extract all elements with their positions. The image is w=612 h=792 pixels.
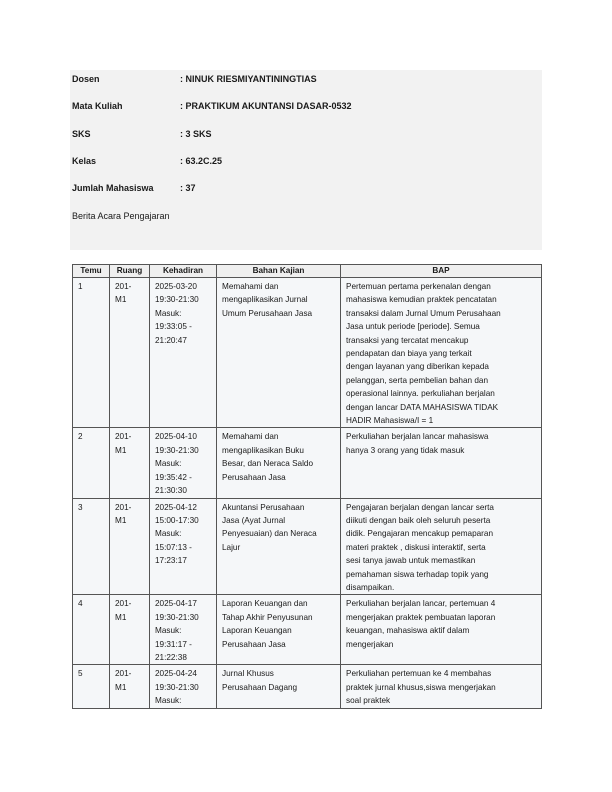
cell-bap-line: mengerjakan [346,639,394,649]
cell-kehadiran-line: 2025-04-12 [155,502,197,512]
cell-kehadiran [150,665,217,708]
cell-bap-line: didik. Pengajaran mencakup pemaparan [346,529,494,539]
cell-bahan-kajian-line: mengaplikasikan Jurnal [222,295,308,305]
header-bap: BAP [341,265,542,278]
cell-kehadiran-line: 19:30-21:30 [155,612,199,622]
cell-bap-line: pendapatan dan biaya yang terkait [346,349,472,359]
cell-bahan-kajian [217,665,341,708]
cell-bap [341,665,542,708]
cell-bap-line: pelanggan, serta pembelian bahan dan [346,375,489,385]
cell-temu: 3 [73,498,110,595]
cell-bahan-kajian-line: Besar, dan Neraca Saldo [222,459,314,469]
header-temu: Temu [73,265,110,278]
cell-kehadiran-line: 21:30:30 [155,486,187,496]
cell-bahan-kajian-line: Perusahaan Jasa [222,639,286,649]
cell-bap [341,428,542,498]
info-value-sks: : 3 SKS [180,129,212,139]
cell-kehadiran-line: 2025-04-24 [155,669,197,679]
cell-bahan-kajian-line: Perusahaan Jasa [222,472,286,482]
cell-bap-line: sesi tanya jawab untuk memastikan [346,556,476,566]
cell-bap-line: dengan lancar DATA MAHASISWA TIDAK [346,402,499,412]
cell-bap-line: dengan layanan yang diberikan kepada [346,362,489,372]
cell-ruang [110,278,150,428]
cell-bahan-kajian-line: Memahami dan [222,282,279,291]
info-label-kelas: Kelas [72,156,97,166]
info-value-kelas: : 63.2C.25 [180,156,223,166]
cell-bap-line: disampaikan. [346,582,395,592]
cell-ruang-line: M1 [115,445,127,455]
table-row [73,278,542,428]
cell-kehadiran-line: 2025-04-10 [155,432,197,442]
cell-kehadiran [150,595,217,665]
cell-kehadiran-line: 19:30-21:30 [155,682,199,692]
info-value-dosen: : NINUK RIESMIYANTININGTIAS [180,74,317,84]
cell-kehadiran-line: 2025-04-17 [155,599,197,609]
cell-ruang-line: 201- [115,599,132,609]
info-label-dosen: Dosen [72,74,100,84]
cell-bahan-kajian-line: Umum Perusahaan Jasa [222,308,313,318]
cell-bap-line: pemahaman siswa terhadap topik yang [346,569,489,579]
cell-kehadiran-line: 19:33:05 - [155,322,192,332]
cell-bap-line: Jasa untuk periode [periode]. Semua [346,322,480,332]
cell-bahan-kajian [217,428,341,498]
cell-bap-line: transaksi yang tercatat mencakup [346,335,469,345]
cell-bap-line: Pertemuan pertama perkenalan dengan [346,282,491,291]
cell-kehadiran-line: 19:30-21:30 [155,445,199,455]
cell-bahan-kajian [217,595,341,665]
cell-bahan-kajian-line: Laporan Keuangan [222,626,292,636]
cell-kehadiran-line: Masuk: [155,459,182,469]
header-bahan-kajian: Bahan Kajian [217,265,341,278]
cell-ruang [110,665,150,708]
cell-ruang [110,498,150,595]
cell-bap-line: mahasiswa kemudian praktek pencatatan [346,295,497,305]
cell-bahan-kajian-line: mengaplikasikan Buku [222,445,304,455]
cell-ruang [110,595,150,665]
cell-kehadiran-line: 21:22:38 [155,652,187,662]
cell-bap-line: diikuti dengan baik oleh seluruh peserta [346,515,491,525]
cell-ruang-line: M1 [115,682,127,692]
cell-ruang-line: M1 [115,515,127,525]
cell-bahan-kajian-line: Laporan Keuangan dan [222,599,308,609]
cell-bap-line: Pengajaran berjalan dengan lancar serta [346,502,494,512]
cell-bahan-kajian-line: Akuntansi Perusahaan [222,502,305,512]
cell-bap [341,278,542,428]
cell-kehadiran-line: 15:00-17:30 [155,515,199,525]
cell-bahan-kajian [217,278,341,428]
info-label-jumlah-mahasiswa: Jumlah Mahasiswa [72,183,154,193]
cell-bahan-kajian-line: Penyesuaian) dan Neraca [222,529,317,539]
cell-bahan-kajian-line: Lajur [222,542,241,552]
cell-ruang [110,428,150,498]
cell-bap-line: HADIR Mahasiswa/I = 1 [346,416,434,426]
cell-bap-line: keuangan, mahasiswa aktif dalam [346,626,470,636]
table-header-row [73,265,542,278]
cell-bap-line: transaksi dalam Jurnal Umum Perusahaan [346,308,501,318]
cell-bap-line: mengerjakan praktek pembuatan laporan [346,612,496,622]
info-label-sks: SKS [72,129,91,139]
cell-bap-line: operasional lainnya. perkuliahan berjalan [346,389,495,399]
cell-bahan-kajian-line: Memahami dan [222,432,279,442]
cell-bap-line: Perkuliahan pertemuan ke 4 membahas [346,669,492,679]
course-info-panel [70,70,542,250]
cell-temu: 4 [73,595,110,665]
section-heading-berita-acara: Berita Acara Pengajaran [72,211,170,221]
cell-bap-line: Perkuliahan berjalan lancar mahasiswa [346,432,489,442]
table-row [73,498,542,595]
cell-ruang-line: 201- [115,282,132,291]
cell-kehadiran-line: 17:23:17 [155,556,187,566]
cell-bap [341,595,542,665]
cell-ruang-line: M1 [115,612,127,622]
cell-bahan-kajian-line: Tahap Akhir Penyusunan [222,612,313,622]
cell-bap-line: materi praktek , diskusi interaktif, serta [346,542,486,552]
cell-kehadiran-line: Masuk: [155,308,182,318]
cell-bap-line: praktek jurnal khusus,siswa mengerjakan [346,682,496,692]
header-kehadiran: Kehadiran [150,265,217,278]
cell-kehadiran-line: 15:07:13 - [155,542,192,552]
cell-bap-line: soal praktek [346,696,391,706]
cell-kehadiran-line: Masuk: [155,696,182,706]
cell-bahan-kajian-line: Jasa (Ayat Jurnal [222,515,286,525]
cell-ruang-line: 201- [115,669,132,679]
header-ruang: Ruang [110,265,150,278]
cell-bahan-kajian [217,498,341,595]
cell-kehadiran-line: 19:31:17 - [155,639,192,649]
cell-kehadiran-line: 21:20:47 [155,335,187,345]
cell-temu: 1 [73,278,110,428]
cell-bap-line: Perkuliahan berjalan lancar, pertemuan 4 [346,599,496,609]
cell-temu: 2 [73,428,110,498]
cell-bahan-kajian-line: Perusahaan Dagang [222,682,298,692]
cell-kehadiran [150,278,217,428]
cell-kehadiran-line: 19:35:42 - [155,472,192,482]
cell-kehadiran [150,498,217,595]
table-row [73,665,542,708]
cell-bap [341,498,542,595]
info-label-mata-kuliah: Mata Kuliah [72,101,123,111]
table-row [73,595,542,665]
cell-kehadiran-line: 2025-03-20 [155,282,197,291]
cell-bap-line: hanya 3 orang yang tidak masuk [346,445,465,455]
cell-kehadiran [150,428,217,498]
cell-ruang-line: M1 [115,295,127,305]
cell-ruang-line: 201- [115,432,132,442]
cell-ruang-line: 201- [115,502,132,512]
info-value-mata-kuliah: : PRAKTIKUM AKUNTANSI DASAR-0532 [180,101,352,111]
bap-table [72,264,542,709]
info-value-jumlah-mahasiswa: : 37 [180,183,196,193]
cell-kehadiran-line: 19:30-21:30 [155,295,199,305]
cell-temu: 5 [73,665,110,708]
cell-bahan-kajian-line: Jurnal Khusus [222,669,274,679]
cell-kehadiran-line: Masuk: [155,529,182,539]
cell-kehadiran-line: Masuk: [155,626,182,636]
table-row [73,428,542,498]
